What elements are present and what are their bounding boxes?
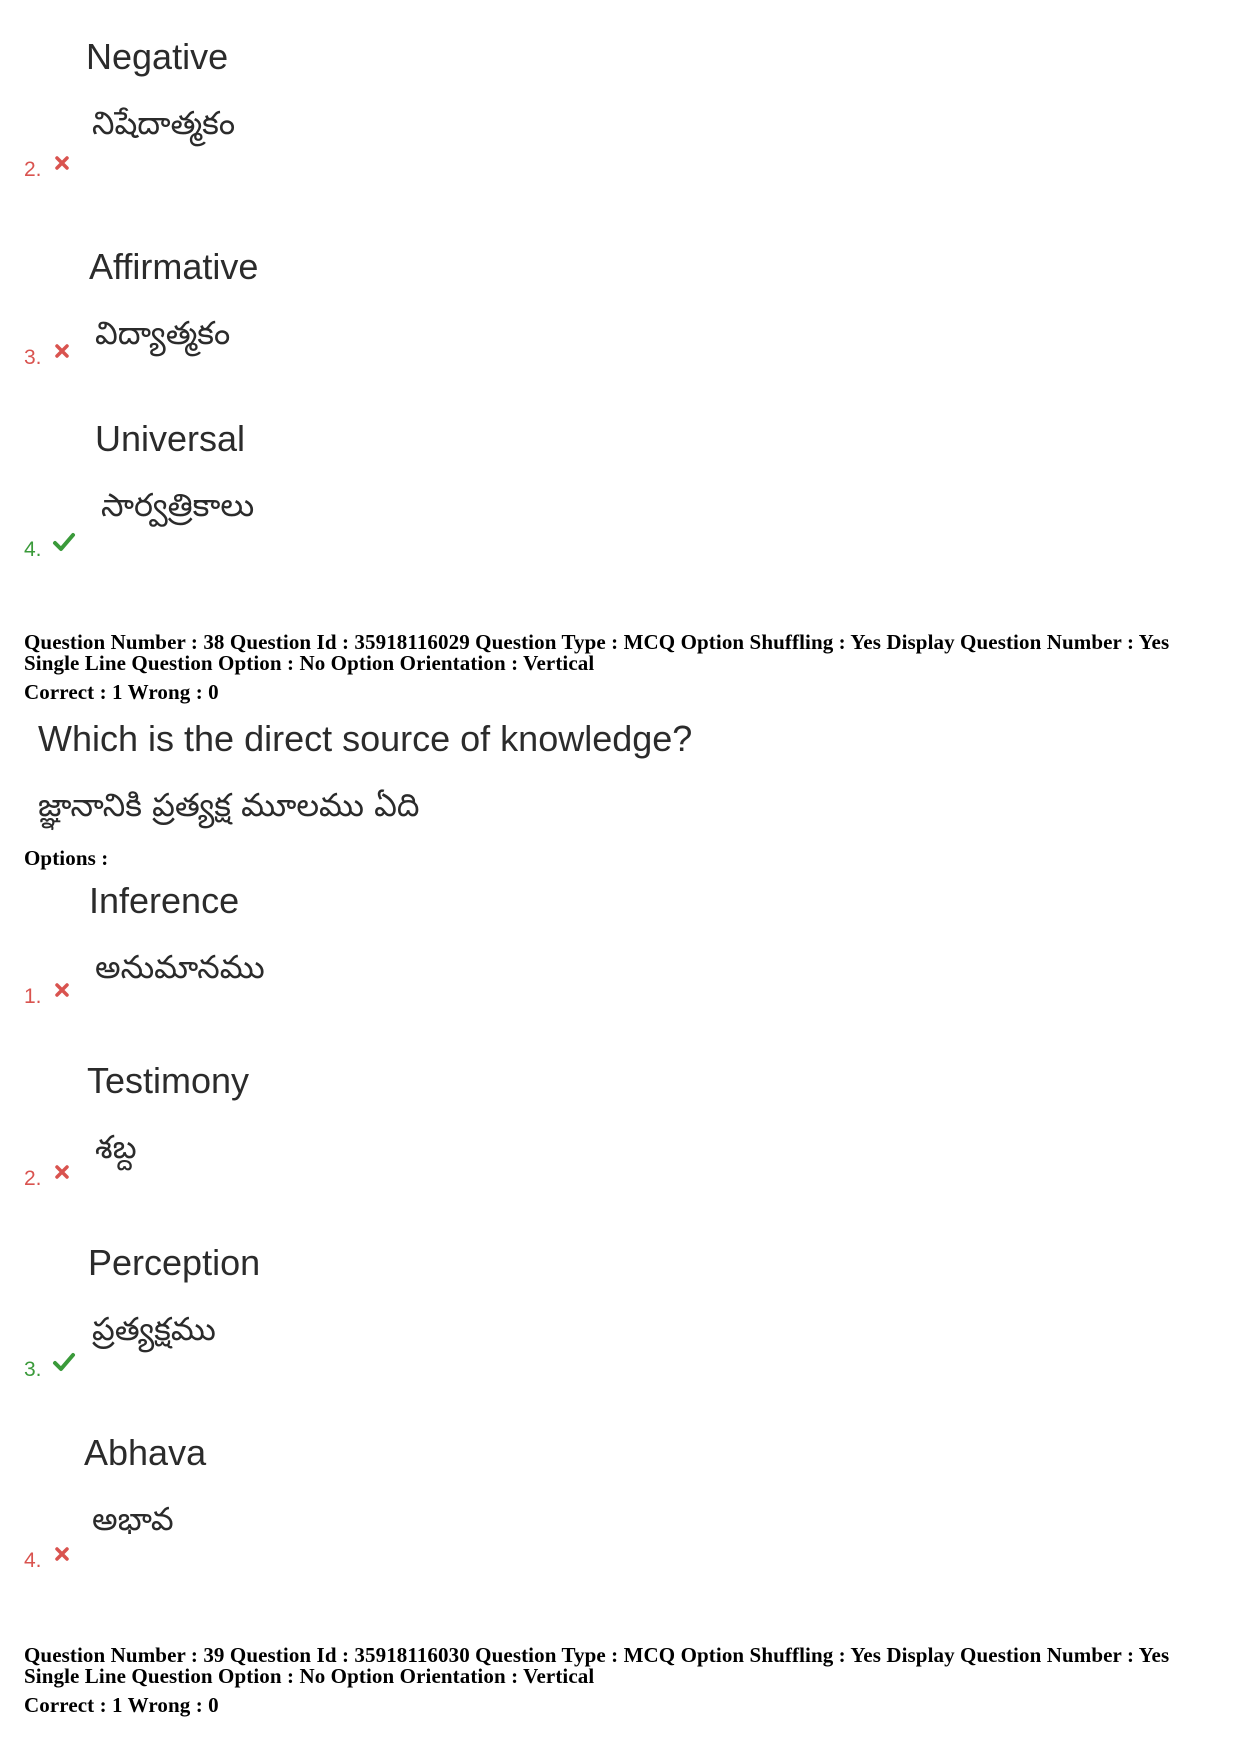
- check-icon: [52, 1352, 76, 1372]
- option-text-te: నిషేదాత్మకం: [92, 104, 236, 142]
- options-label: Options :: [24, 846, 109, 870]
- question-text-te: జ్ఞానానికి ప్రత్యక్ష మూలము ఏది: [38, 786, 420, 824]
- option-text-te: అభావ: [92, 1500, 174, 1538]
- option-number: 3.: [24, 1358, 42, 1381]
- option-text-te: ప్రత్యక్షము: [92, 1310, 216, 1348]
- question-text-en: Which is the direct source of knowledge?: [38, 718, 693, 759]
- question-meta-line1: Question Number : 39 Question Id : 35918116030 Question Type : MCQ Option Shuffling : Yes Display Question Number : Yes: [24, 1643, 1170, 1667]
- option-text-en: Universal: [95, 418, 246, 459]
- option-number: 4.: [24, 538, 42, 561]
- option-number: 1.: [24, 985, 42, 1008]
- option-text-en: Testimony: [87, 1060, 250, 1101]
- option-text-te: విద్యాత్మకం: [95, 314, 231, 352]
- option-text-en: Affirmative: [89, 246, 259, 287]
- option-text-te: అనుమానము: [95, 948, 265, 986]
- check-icon: [52, 532, 76, 552]
- option-text-te: సార్వత్రికాలు: [101, 486, 255, 524]
- option-number: 2.: [24, 158, 42, 181]
- cross-icon: [54, 982, 70, 998]
- option-number: 4.: [24, 1549, 42, 1572]
- cross-icon: [54, 155, 70, 171]
- cross-icon: [54, 1164, 70, 1180]
- cross-icon: [54, 1546, 70, 1562]
- option-text-en: Perception: [88, 1242, 261, 1283]
- question-meta-line2: Single Line Question Option : No Option Orientation : Vertical: [24, 1664, 595, 1688]
- question-meta-line2: Single Line Question Option : No Option Orientation : Vertical: [24, 651, 595, 675]
- question-marks: Correct : 1 Wrong : 0: [24, 680, 219, 704]
- option-text-en: Abhava: [84, 1432, 207, 1473]
- question-meta-line1: Question Number : 38 Question Id : 35918116029 Question Type : MCQ Option Shuffling : Yes Display Question Number : Yes: [24, 630, 1170, 654]
- option-number: 2.: [24, 1167, 42, 1190]
- question-marks: Correct : 1 Wrong : 0: [24, 1693, 219, 1717]
- option-text-te: శబ్ద: [95, 1128, 137, 1166]
- cross-icon: [54, 343, 70, 359]
- option-text-en: Negative: [86, 36, 229, 77]
- option-number: 3.: [24, 346, 42, 369]
- option-text-en: Inference: [89, 880, 240, 921]
